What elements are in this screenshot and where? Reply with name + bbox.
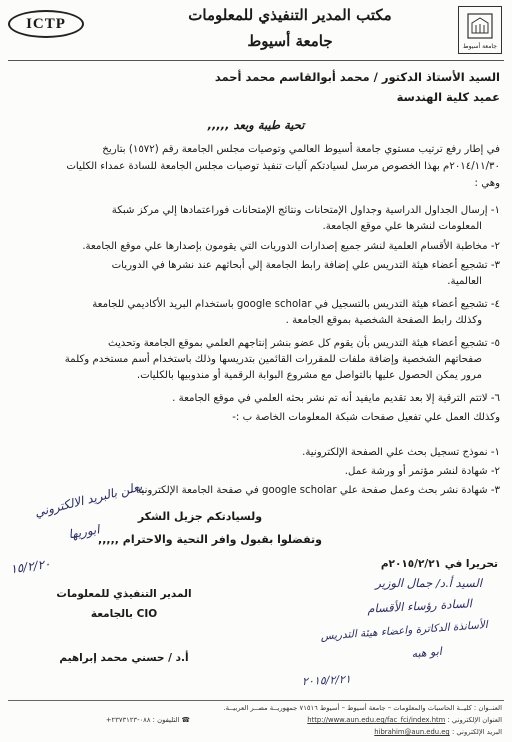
- list-item: ٦- لاتتم الترقية إلا بعد تقديم مايفيد أنه تم نشر بحثه العلمي في موقع الجامعة .: [172, 393, 500, 404]
- footer-email-label: البريد الإلكتروني :: [451, 728, 502, 736]
- greeting: تحية طيبة وبعد ,,,,,: [207, 118, 305, 132]
- ictp-logo: [8, 10, 84, 38]
- sub-list-item: ٢- شهادة لنشر مؤتمر أو ورشة عمل.: [344, 466, 500, 477]
- date-line: تحريرا في ٢٠١٥/٢/٢١م: [380, 558, 498, 570]
- addressee-name: السيد الأستاذ الدكتور / محمد أبوالقاسم محمد أحمد: [214, 70, 500, 84]
- addressee-title: عميد كلية الهندسة: [396, 90, 500, 104]
- handwritten-note: الأسانذة الدكاترة واعضاء هيئة التدريس: [320, 618, 489, 643]
- ictp-logo-text: ICTP: [26, 15, 66, 32]
- header-title: مكتب المدير التنفيذي للمعلومات: [188, 6, 392, 24]
- list-item: ٣- تشجيع أعضاء هيئة التدريس علي إضافة رابط الجامعة إلي أبحاثهم عند نشرها في الدوريات العالمية.: [111, 260, 500, 287]
- footer-website-label: العنوان الإلكتروني :: [447, 716, 502, 724]
- signatory-role: المدير التنفيذي للمعلومات: [56, 588, 192, 600]
- also-line: وكذلك العمل علي تفعيل صفحات شبكة المعلومات الخاصة ب :-: [232, 412, 500, 423]
- intro-line-1: في إطار رفع ترتيب مستوي جامعة أسيوط العالمي وتوصيات مجلس الجامعة رقم (١٥٧٢) بتاريخ: [102, 144, 500, 155]
- header-subtitle: جامعة أسيوط: [247, 32, 333, 50]
- list-item: ٤- تشجيع أعضاء هيئة التدريس بالتسجيل في google scholar باستخدام البريد الأكاديمي للجامعة وكذلك رابط الصفحة الشخصية بموقع الجامعة .: [92, 299, 500, 326]
- university-logo: [458, 6, 502, 54]
- footer-website-link[interactable]: http://www.aun.edu.eg/fac_fci/index.htm: [307, 716, 446, 724]
- handwritten-initials: ابوريها: [67, 522, 101, 542]
- footer-email-link[interactable]: hibrahim@aun.edu.eg: [374, 728, 450, 736]
- footer-phone: ٠٨٨-٢٣٧٣١٢٣+: [105, 716, 151, 724]
- header-divider: [8, 60, 504, 61]
- handwritten-margin-date: ١٥/٢/٢٠: [9, 556, 52, 577]
- handwritten-signature: ابو هبه: [410, 644, 443, 661]
- footer-email-row: [202, 728, 502, 736]
- footer-website-row: [202, 716, 502, 724]
- footer-phone-label: التليفون :: [152, 716, 180, 724]
- signatory-name: أ.د / حسني محمد إبراهيم: [59, 652, 189, 664]
- intro-line-2: ٢٠١٤/١١/٣٠م بهذا الخصوص مرسل لسيادتكم آليات تنفيذ توصيات مجلس الجامعة للسادة عمداء الكليات: [66, 161, 500, 172]
- list-item: ٥- تشجيع أعضاء هيئة التدريس بأن يقوم كل عضو بنشر إنتاجهم العلمي بموقع الجامعة وتحديث صفحاتهم الشخصية وإضافة ملفات للمقررات القائمين بتدريسها وذلك باستخدام أسم مستخدم وكلمة مرور يمكن الحصول عليها بالتواصل مع مشروع البوابة الرقمية أو مندوبيها بالكليات.: [64, 338, 500, 381]
- sub-list-item: ٣- شهادة نشر بحث وعمل صفحة علي google scholar في صفحة الجامعة الإلكترونية .: [129, 485, 500, 496]
- footer-address: العنــوان : كليــة الحاسبات والمعلومات – جامعة أسيوط – أسيوط ٧١٥١٦ جمهوريــة مصــر العربيــة.: [223, 704, 502, 712]
- footer-divider: [8, 700, 504, 701]
- university-emblem-icon: [465, 11, 495, 41]
- signatory-role-cio: CIO بالجامعة: [90, 608, 158, 620]
- list-item: ١- إرسال الجداول الدراسية وجداول الإمتحانات ونتائج الإمتحانات فوراعتمادها إلي مركز شبكة المعلومات لنشرها علي موقع الجامعة.: [111, 205, 500, 232]
- university-logo-caption: جامعة أسيوط: [463, 42, 497, 50]
- footer-phone-row: [10, 716, 190, 724]
- handwritten-date: ٢٠١٥/٢/٢١: [301, 672, 352, 689]
- phone-icon: ☎: [181, 716, 190, 724]
- intro-line-3: وهي :: [474, 178, 500, 189]
- list-item: ٢- مخاطبة الأقسام العلمية لنشر جميع إصدارات الدوريات التي يقومون بإصدارها علي موقع الجامعة.: [82, 241, 500, 252]
- handwritten-margin-note: يعلن بالبريد الالكتروني: [33, 479, 144, 520]
- handwritten-note: السادة رؤساء الأقسام: [366, 596, 473, 616]
- closing-regards: وتفضلوا بقبول وافر التحية والاحترام ,,,,,: [98, 533, 322, 546]
- closing-thanks: ولسيادتكم جزيل الشكر: [137, 510, 263, 523]
- handwritten-note: السيد أ.د/ جمال الوزير: [375, 576, 482, 590]
- sub-list-item: ١- نموذج تسجيل بحث علي الصفحة الإلكترونية.: [302, 447, 500, 458]
